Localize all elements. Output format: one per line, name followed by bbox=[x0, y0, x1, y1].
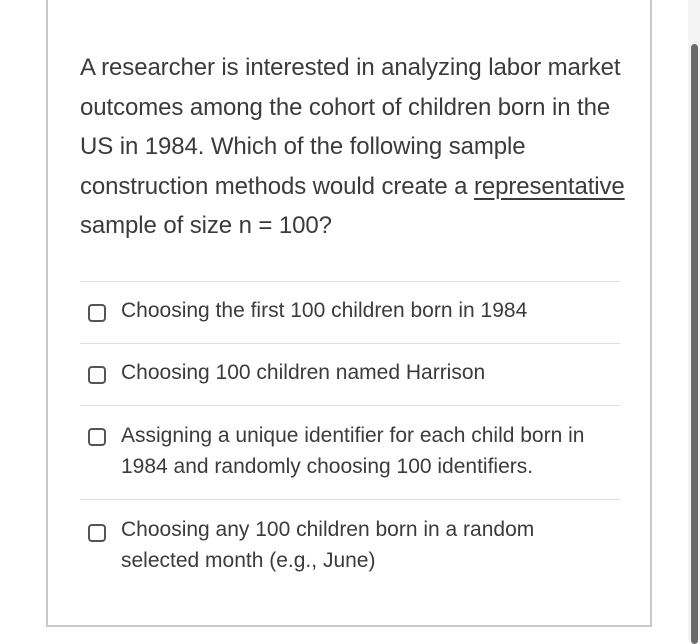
checkbox-icon[interactable] bbox=[88, 428, 106, 446]
option-4[interactable] bbox=[84, 500, 624, 593]
option-4-label: Choosing any 100 children born in a random selected month (e.g., June) bbox=[121, 518, 535, 572]
scrollbar-thumb[interactable] bbox=[691, 44, 698, 644]
scrollbar[interactable] bbox=[688, 0, 700, 640]
option-3[interactable] bbox=[84, 406, 624, 499]
option-1[interactable] bbox=[84, 282, 624, 344]
question-text-before: A researcher is interested in analyzing labor market outcomes among the cohort of children born in the US in 1984. Which of the following sample construction methods would create a bbox=[80, 54, 621, 200]
question-underlined-term: representative bbox=[473, 172, 625, 200]
question-text bbox=[80, 48, 625, 246]
question-text-after: sample of size n = 100? bbox=[80, 212, 332, 239]
option-3-label: Assigning a unique identifier for each child born in 1984 and randomly choosing 100 identifiers. bbox=[121, 424, 585, 478]
option-2-label: Choosing 100 children named Harrison bbox=[121, 361, 486, 384]
option-2[interactable] bbox=[84, 344, 624, 406]
option-1-label: Choosing the first 100 children born in 1984 bbox=[121, 299, 528, 322]
checkbox-icon[interactable] bbox=[88, 366, 106, 384]
checkbox-icon[interactable] bbox=[88, 524, 106, 542]
checkbox-icon[interactable] bbox=[88, 304, 106, 322]
